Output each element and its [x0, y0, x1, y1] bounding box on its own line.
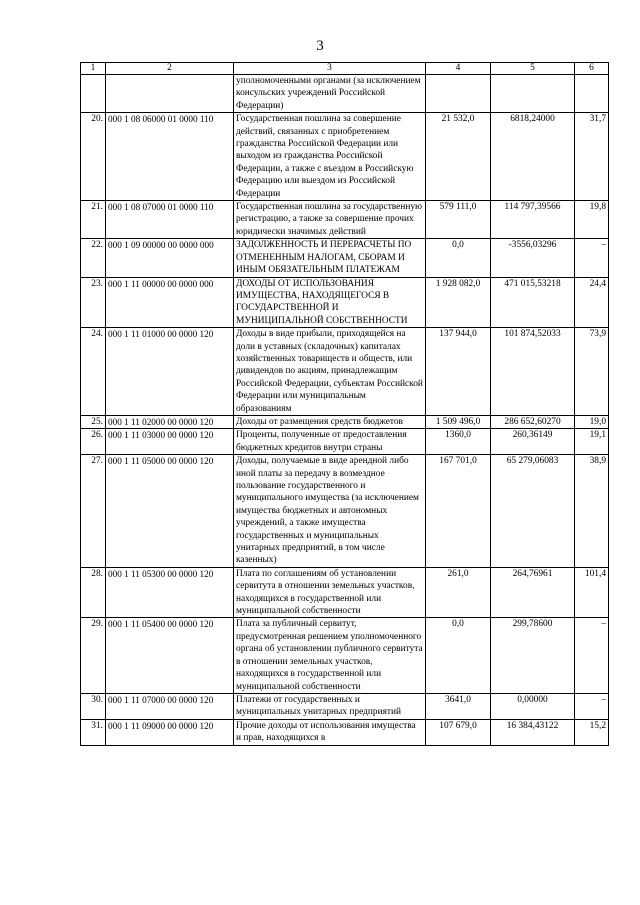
actual-amount: 16 384,43122 — [491, 719, 575, 745]
table-header-row — [81, 63, 609, 75]
actual-amount: 101 874,52033 — [491, 328, 575, 416]
budget-code: 000 1 11 02000 00 0000 120 — [106, 415, 234, 428]
execution-percent: – — [575, 618, 609, 693]
execution-percent: 24,4 — [575, 277, 609, 328]
actual-amount: 471 015,53218 — [491, 277, 575, 328]
table-row — [81, 618, 609, 693]
row-number: 29. — [81, 618, 106, 693]
table-row — [81, 567, 609, 618]
execution-percent: 31,7 — [575, 113, 609, 201]
row-number: 21. — [81, 201, 106, 239]
header-cell-5: 5 — [491, 63, 575, 75]
row-number: 20. — [81, 113, 106, 201]
plan-amount: 261,0 — [426, 567, 491, 618]
actual-amount — [491, 75, 575, 113]
actual-amount: 65 279,06083 — [491, 455, 575, 568]
plan-amount: 3641,0 — [426, 693, 491, 719]
actual-amount: 260,36149 — [491, 429, 575, 455]
row-number: 28. — [81, 567, 106, 618]
income-name: Государственная пошлина за государственную регистрацию, а также за совершение прочих юридически значимых действий — [234, 201, 426, 239]
row-number: 23. — [81, 277, 106, 328]
budget-code: 000 1 08 07000 01 0000 110 — [106, 201, 234, 239]
income-name: Государственная пошлина за совершение действий, связанных с приобретением гражданства Российской Федерации или выходом из гражданства Российской Федерации, а также с въездом в Российскую Федерацию или выездом из Российской Федерации — [234, 113, 426, 201]
header-cell-6: 6 — [575, 63, 609, 75]
table-row — [81, 455, 609, 568]
header-cell-4: 4 — [426, 63, 491, 75]
actual-amount: -3556,03296 — [491, 239, 575, 277]
plan-amount: 1360,0 — [426, 429, 491, 455]
execution-percent: – — [575, 693, 609, 719]
table-row — [81, 113, 609, 201]
table-row — [81, 719, 609, 745]
actual-amount: 6818,24000 — [491, 113, 575, 201]
budget-code: 000 1 11 05300 00 0000 120 — [106, 567, 234, 618]
budget-code: 000 1 11 07000 00 0000 120 — [106, 693, 234, 719]
execution-percent: 73,9 — [575, 328, 609, 416]
income-name: ДОХОДЫ ОТ ИСПОЛЬЗОВАНИЯ ИМУЩЕСТВА, НАХОДЯЩЕГОСЯ В ГОСУДАРСТВЕННОЙ И МУНИЦИПАЛЬНОЙ СОБСТВЕННОСТИ — [234, 277, 426, 328]
budget-code: 000 1 09 00000 00 0000 000 — [106, 239, 234, 277]
income-name: Платежи от государственных и муниципальных унитарных предприятий — [234, 693, 426, 719]
income-name: уполномоченными органами (за исключением консульских учреждений Российской Федерации) — [234, 75, 426, 113]
execution-percent: 15,2 — [575, 719, 609, 745]
page-number: 3 — [316, 38, 324, 54]
plan-amount: 0,0 — [426, 618, 491, 693]
plan-amount: 579 111,0 — [426, 201, 491, 239]
row-number: 22. — [81, 239, 106, 277]
table-row — [81, 328, 609, 416]
income-name: Прочие доходы от использования имущества и прав, находящихся в — [234, 719, 426, 745]
execution-percent: 19,8 — [575, 201, 609, 239]
table-row — [81, 693, 609, 719]
budget-code: 000 1 11 01000 00 0000 120 — [106, 328, 234, 416]
execution-percent: 38,9 — [575, 455, 609, 568]
actual-amount: 264,76961 — [491, 567, 575, 618]
row-number: 30. — [81, 693, 106, 719]
income-name: Доходы от размещения средств бюджетов — [234, 415, 426, 428]
table-row — [81, 277, 609, 328]
table-row — [81, 239, 609, 277]
plan-amount: 167 701,0 — [426, 455, 491, 568]
plan-amount — [426, 75, 491, 113]
actual-amount: 114 797,39566 — [491, 201, 575, 239]
execution-percent: – — [575, 239, 609, 277]
row-number: 24. — [81, 328, 106, 416]
plan-amount: 107 679,0 — [426, 719, 491, 745]
execution-percent: 19,1 — [575, 429, 609, 455]
income-name: ЗАДОЛЖЕННОСТЬ И ПЕРЕРАСЧЕТЫ ПО ОТМЕНЕННЫМ НАЛОГАМ, СБОРАМ И ИНЫМ ОБЯЗАТЕЛЬНЫМ ПЛАТЕЖАМ — [234, 239, 426, 277]
execution-percent: 19,0 — [575, 415, 609, 428]
budget-code: 000 1 08 06000 01 0000 110 — [106, 113, 234, 201]
row-number — [81, 75, 106, 113]
budget-table — [80, 62, 609, 746]
row-number: 25. — [81, 415, 106, 428]
income-name: Плата по соглашениям об установлении сервитута в отношении земельных участков, находящихся в государственной или муниципальной собственности — [234, 567, 426, 618]
plan-amount: 21 532,0 — [426, 113, 491, 201]
table-row — [81, 201, 609, 239]
table-row — [81, 415, 609, 428]
plan-amount: 0,0 — [426, 239, 491, 277]
income-name: Доходы, получаемые в виде арендной либо иной платы за передачу в возмездное пользование государственного и муниципального имущества (за исключением имущества бюджетных и автономных учреждений, а также имущества государственных и муниципальных унитарных предприятий, в том числе казенных) — [234, 455, 426, 568]
budget-code: 000 1 11 03000 00 0000 120 — [106, 429, 234, 455]
actual-amount: 299,78600 — [491, 618, 575, 693]
plan-amount: 1 928 082,0 — [426, 277, 491, 328]
execution-percent — [575, 75, 609, 113]
actual-amount: 0,00000 — [491, 693, 575, 719]
budget-code: 000 1 11 09000 00 0000 120 — [106, 719, 234, 745]
budget-code: 000 1 11 05000 00 0000 120 — [106, 455, 234, 568]
income-name: Проценты, полученные от предоставления бюджетных кредитов внутри страны — [234, 429, 426, 455]
header-cell-3: 3 — [234, 63, 426, 75]
plan-amount: 1 509 496,0 — [426, 415, 491, 428]
plan-amount: 137 944,0 — [426, 328, 491, 416]
budget-code: 000 1 11 00000 00 0000 000 — [106, 277, 234, 328]
row-number: 27. — [81, 455, 106, 568]
header-cell-1: 1 — [81, 63, 106, 75]
budget-code: 000 1 11 05400 00 0000 120 — [106, 618, 234, 693]
actual-amount: 286 652,60270 — [491, 415, 575, 428]
table-row — [81, 75, 609, 113]
execution-percent: 101,4 — [575, 567, 609, 618]
income-name: Доходы в виде прибыли, приходящейся на доли в уставных (складочных) капиталах хозяйственных товариществ и обществ, или дивидендов по акциям, принадлежащим Российской Федерации, субъектам Российской Федерации или муниципальным образованиям — [234, 328, 426, 416]
table-row — [81, 429, 609, 455]
header-cell-2: 2 — [106, 63, 234, 75]
budget-code — [106, 75, 234, 113]
income-name: Плата за публичный сервитут, предусмотренная решением уполномоченного органа об установлении публичного сервитута в отношении земельных участков, находящихся в государственной или муниципальной собственности — [234, 618, 426, 693]
row-number: 31. — [81, 719, 106, 745]
row-number: 26. — [81, 429, 106, 455]
